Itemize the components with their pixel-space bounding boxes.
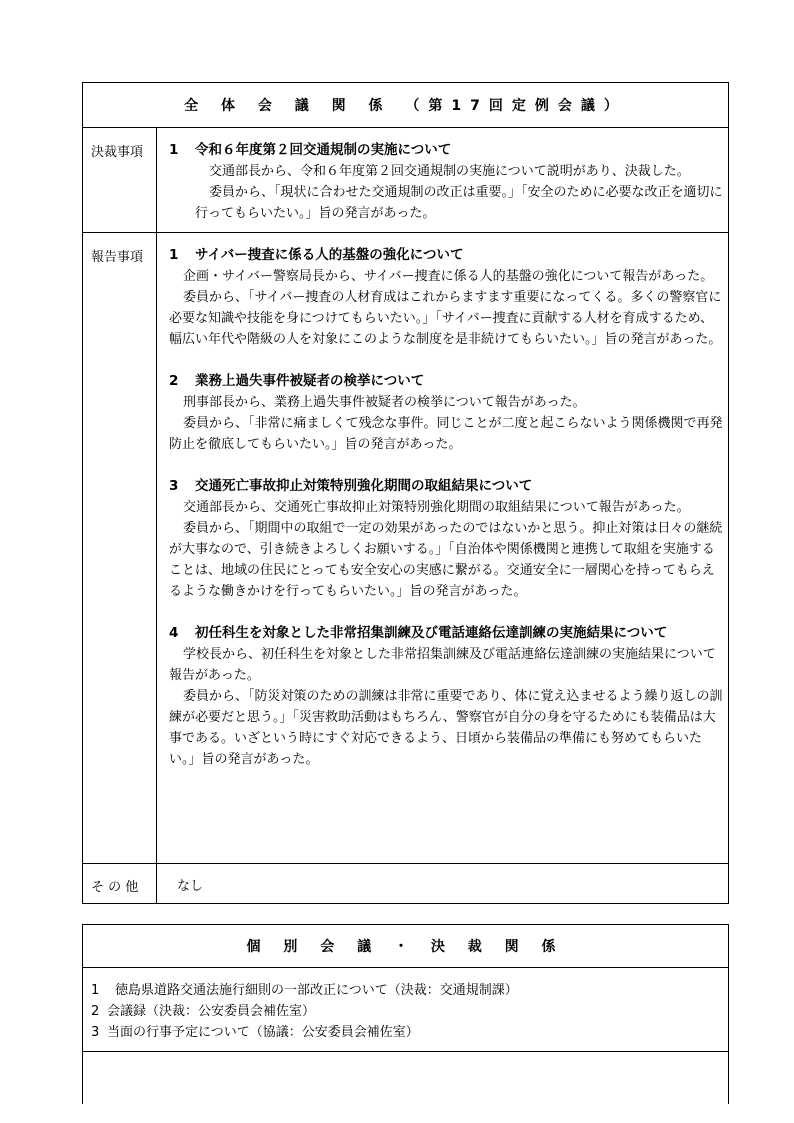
- decision-items-label: 決裁事項: [83, 128, 157, 232]
- list-item-number: 3: [91, 1025, 100, 1040]
- report-item: [169, 623, 724, 770]
- list-item-number: 1: [91, 983, 100, 998]
- report-items-content: [157, 233, 728, 863]
- report-item: [169, 245, 724, 350]
- decision-items-row: [83, 128, 728, 233]
- report-item: [169, 371, 724, 455]
- item-title: 令和６年度第２回交通規制の実施について: [195, 142, 452, 158]
- list-item: [91, 1001, 728, 1022]
- list-item-text: 当面の行事予定について（協議：公安委員会補佐室）: [107, 1025, 419, 1040]
- item-paragraph: 委員から、「防災対策のための訓練は非常に重要であり、体に覚え込ませるよう繰り返しの訓練が必要だと思う。」「災害救助活動はもちろん、警察官が自分の身を守るためにも装備品は大事である。いざという時にすぐ対応できるよう、日頃から装備品の準備にも努めてもらいたい。」旨の発言があった。: [169, 689, 723, 767]
- item-title: サイバー捜査に係る人的基盤の強化について: [195, 247, 464, 263]
- other-items-row: [83, 864, 728, 904]
- plenary-meeting-title: 全 体 会 議 関 係 （第17回定例会議）: [83, 83, 728, 128]
- other-items-label: そ の 他: [83, 864, 157, 904]
- list-item-text: 徳島県道路交通法施行細則の一部改正について（決裁：交通規制課）: [115, 983, 518, 998]
- item-heading: [169, 371, 724, 392]
- item-number: 4: [169, 625, 179, 641]
- list-item: [91, 980, 728, 1001]
- item-paragraph: 交通部長から、令和６年度第２回交通規制の実施について説明があり、決裁した。: [209, 164, 690, 179]
- list-item: [91, 1022, 728, 1043]
- plenary-meeting-table: [82, 82, 729, 904]
- decision-item: [169, 140, 724, 224]
- individual-meeting-title: 個 別 会 議 ・ 決 裁 関 係: [83, 925, 728, 968]
- individual-meeting-table: [82, 924, 729, 1104]
- list-item-text: 会議録（決裁：公安委員会補佐室）: [107, 1004, 316, 1019]
- individual-meeting-list: [83, 968, 728, 1052]
- item-paragraph: 刑事部長から、業務上過失事件被疑者の検挙について報告があった。: [183, 395, 586, 410]
- item-heading: [169, 476, 724, 497]
- item-paragraph: 企画・サイバー警察局長から、サイバー捜査に係る人的基盤の強化について報告があった。: [183, 269, 714, 284]
- item-heading: [169, 245, 724, 266]
- item-number: 1: [169, 247, 179, 263]
- item-heading: [169, 623, 724, 644]
- item-heading: [169, 140, 724, 161]
- item-title: 交通死亡事故抑止対策特別強化期間の取組結果について: [195, 478, 533, 494]
- item-paragraph: 交通部長から、交通死亡事故抑止対策特別強化期間の取組結果について報告があった。: [183, 500, 690, 515]
- item-title: 業務上過失事件被疑者の検挙について: [195, 373, 425, 389]
- item-number: 1: [169, 142, 179, 158]
- list-item-number: 2: [91, 1004, 100, 1019]
- item-number: 2: [169, 373, 179, 389]
- report-items-label: 報告事項: [83, 233, 157, 863]
- report-item: [169, 476, 724, 602]
- report-items-row: [83, 233, 728, 864]
- item-paragraph: 委員から、「非常に痛ましくて残念な事件。同じことが二度と起こらないよう関係機関で再発防止を徹底してもらいたい。」旨の発言があった。: [169, 416, 723, 452]
- item-paragraph: 委員から、「現状に合わせた交通規制の改正は重要。」「安全のために必要な改正を適切に行ってもらいたい。」旨の発言があった。: [195, 185, 723, 221]
- other-items-content: なし: [177, 879, 204, 894]
- item-title: 初任科生を対象とした非常招集訓練及び電話連絡伝達訓練の実施結果について: [195, 625, 668, 641]
- item-number: 3: [169, 478, 179, 494]
- item-paragraph: 学校長から、初任科生を対象とした非常招集訓練及び電話連絡伝達訓練の実施結果について報告があった。: [169, 647, 716, 683]
- item-paragraph: 委員から、「期間中の取組で一定の効果があったのではないかと思う。抑止対策は日々の継続が大事なので、引き続きよろしくお願いする。」「自治体や関係機関と連携して取組を実施することは、地域の住民にとっても安全安心の実感に繋がる。交通安全に一層関心を持ってもらえるような働きかけを行ってもらいたい。」旨の発言があった。: [169, 521, 723, 599]
- decision-items-content: [157, 128, 728, 232]
- item-paragraph: 委員から、「サイバー捜査の人材育成はこれからますます重要になってくる。多くの警察官に必要な知識や技能を身につけてもらいたい。」「サイバー捜査に貢献する人材を育成するため、幅広い年代や階級の人を対象にこのような制度を是非続けてもらいたい。」旨の発言があった。: [169, 290, 722, 347]
